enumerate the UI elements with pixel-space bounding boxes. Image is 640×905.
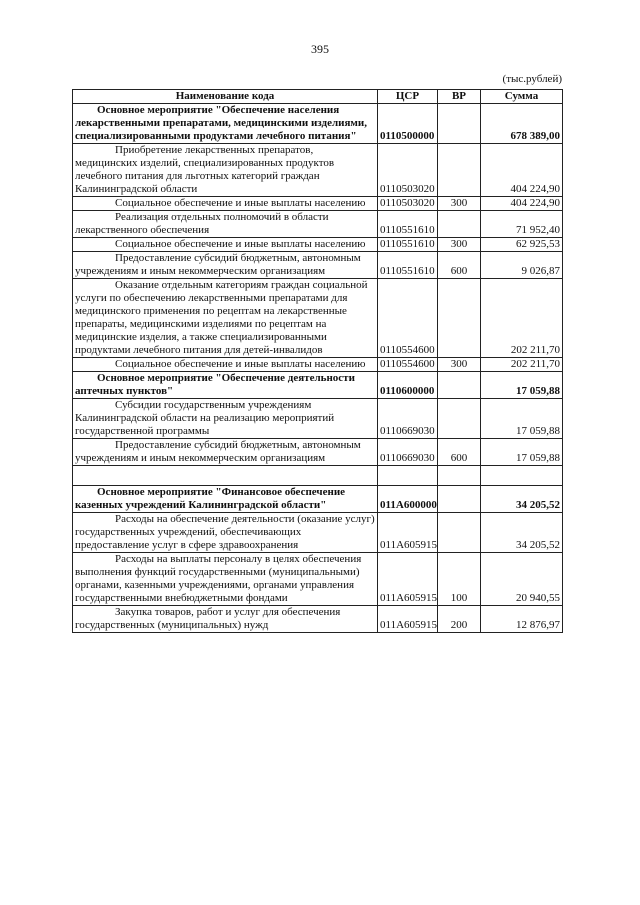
row-csr-cell: 0110500000: [378, 104, 438, 144]
table-row: [73, 358, 563, 372]
header-sum: Сумма: [481, 90, 563, 104]
row-sum-cell: 71 952,40: [481, 211, 563, 238]
row-sum-cell: 17 059,88: [481, 399, 563, 439]
row-name-cell: Основное мероприятие "Обеспечение населения лекарственными препаратами, медицинскими изделиями, специализированными продуктами лечебного питания": [73, 104, 378, 144]
table-row: [73, 104, 563, 144]
row-sum-cell: 34 205,52: [481, 486, 563, 513]
row-sum-cell: 17 059,88: [481, 372, 563, 399]
row-csr-cell: 011А600000: [378, 486, 438, 513]
row-name-cell: Приобретение лекарственных препаратов, медицинских изделий, специализированных продуктов лечебного питания для льготных категорий граждан Калининградской области: [73, 144, 378, 197]
row-name-cell: Предоставление субсидий бюджетным, автономным учреждениям и иным некоммерческим организациям: [73, 252, 378, 279]
row-sum-cell: 62 925,53: [481, 238, 563, 252]
table-row: [73, 252, 563, 279]
row-name-cell: Основное мероприятие "Финансовое обеспечение казенных учреждений Калининградской области": [73, 486, 378, 513]
spacer-cell: [481, 466, 563, 486]
row-sum-cell: 202 211,70: [481, 279, 563, 358]
row-csr-cell: 0110551610: [378, 211, 438, 238]
row-vr-cell: [438, 486, 481, 513]
table-spacer-row: [73, 466, 563, 486]
spacer-cell: [438, 466, 481, 486]
row-sum-cell: 9 026,87: [481, 252, 563, 279]
table-row: [73, 439, 563, 466]
row-vr-cell: 300: [438, 358, 481, 372]
row-vr-cell: 100: [438, 553, 481, 606]
row-name-cell: Основное мероприятие "Обеспечение деятельности аптечных пунктов": [73, 372, 378, 399]
row-name-cell: Расходы на обеспечение деятельности (оказание услуг) государственных учреждений, обеспечивающих предоставление услуг в сфере здравоохранения: [73, 513, 378, 553]
row-csr-cell: 0110600000: [378, 372, 438, 399]
table-row: [73, 553, 563, 606]
table-row: [73, 197, 563, 211]
row-csr-cell: 0110503020: [378, 197, 438, 211]
row-name-cell: Социальное обеспечение и иные выплаты населению: [73, 238, 378, 252]
row-csr-cell: 0110669030: [378, 439, 438, 466]
row-vr-cell: 200: [438, 606, 481, 633]
table-row: [73, 399, 563, 439]
table-row: [73, 279, 563, 358]
units-label: (тыс.рублей): [502, 73, 562, 85]
row-csr-cell: 011А605915: [378, 513, 438, 553]
table-row: [73, 606, 563, 633]
row-name-cell: Субсидии государственным учреждениям Калининградской области на реализацию мероприятий государственной программы: [73, 399, 378, 439]
row-vr-cell: [438, 279, 481, 358]
row-sum-cell: 17 059,88: [481, 439, 563, 466]
page-number: 395: [311, 42, 329, 56]
row-name-cell: Закупка товаров, работ и услуг для обеспечения государственных (муниципальных) нужд: [73, 606, 378, 633]
header-name: Наименование кода: [73, 90, 378, 104]
row-name-cell: Социальное обеспечение и иные выплаты населению: [73, 197, 378, 211]
row-name-cell: Реализация отдельных полномочий в области лекарственного обеспечения: [73, 211, 378, 238]
spacer-cell: [378, 466, 438, 486]
row-name-cell: Социальное обеспечение и иные выплаты населению: [73, 358, 378, 372]
row-vr-cell: 600: [438, 439, 481, 466]
row-sum-cell: 678 389,00: [481, 104, 563, 144]
table-row: [73, 513, 563, 553]
row-csr-cell: 011А605915: [378, 606, 438, 633]
row-sum-cell: 404 224,90: [481, 197, 563, 211]
table-row: [73, 372, 563, 399]
table-row: [73, 238, 563, 252]
row-csr-cell: 0110554600: [378, 358, 438, 372]
row-vr-cell: [438, 211, 481, 238]
row-vr-cell: 600: [438, 252, 481, 279]
row-vr-cell: [438, 104, 481, 144]
row-csr-cell: 0110669030: [378, 399, 438, 439]
header-vr: ВР: [438, 90, 481, 104]
header-csr: ЦСР: [378, 90, 438, 104]
row-name-cell: Расходы на выплаты персоналу в целях обеспечения выполнения функций государственными (муниципальными) органами, казенными учреждениями, органами управления государственными внебюджетными фондами: [73, 553, 378, 606]
row-vr-cell: [438, 144, 481, 197]
row-name-cell: Оказание отдельным категориям граждан социальной услуги по обеспечению лекарственными препаратами для медицинского применения по рецептам на лекарственные препараты, медицинскими изделиями по рецептам на медицинские изделия, а также специализированными продуктами лечебного питания для детей-инвалидов: [73, 279, 378, 358]
row-sum-cell: 404 224,90: [481, 144, 563, 197]
row-sum-cell: 12 876,97: [481, 606, 563, 633]
row-sum-cell: 20 940,55: [481, 553, 563, 606]
table-header-row: [73, 90, 563, 104]
spacer-cell: [73, 466, 378, 486]
row-csr-cell: 0110551610: [378, 238, 438, 252]
row-vr-cell: [438, 399, 481, 439]
budget-table: [72, 89, 563, 633]
row-vr-cell: 300: [438, 197, 481, 211]
row-vr-cell: 300: [438, 238, 481, 252]
row-csr-cell: 011А605915: [378, 553, 438, 606]
row-sum-cell: 202 211,70: [481, 358, 563, 372]
table-row: [73, 144, 563, 197]
row-vr-cell: [438, 372, 481, 399]
row-csr-cell: 0110554600: [378, 279, 438, 358]
table-body: [73, 104, 563, 633]
table-row: [73, 211, 563, 238]
table-row: [73, 486, 563, 513]
row-name-cell: Предоставление субсидий бюджетным, автономным учреждениям и иным некоммерческим организациям: [73, 439, 378, 466]
row-csr-cell: 0110551610: [378, 252, 438, 279]
row-vr-cell: [438, 513, 481, 553]
row-csr-cell: 0110503020: [378, 144, 438, 197]
row-sum-cell: 34 205,52: [481, 513, 563, 553]
